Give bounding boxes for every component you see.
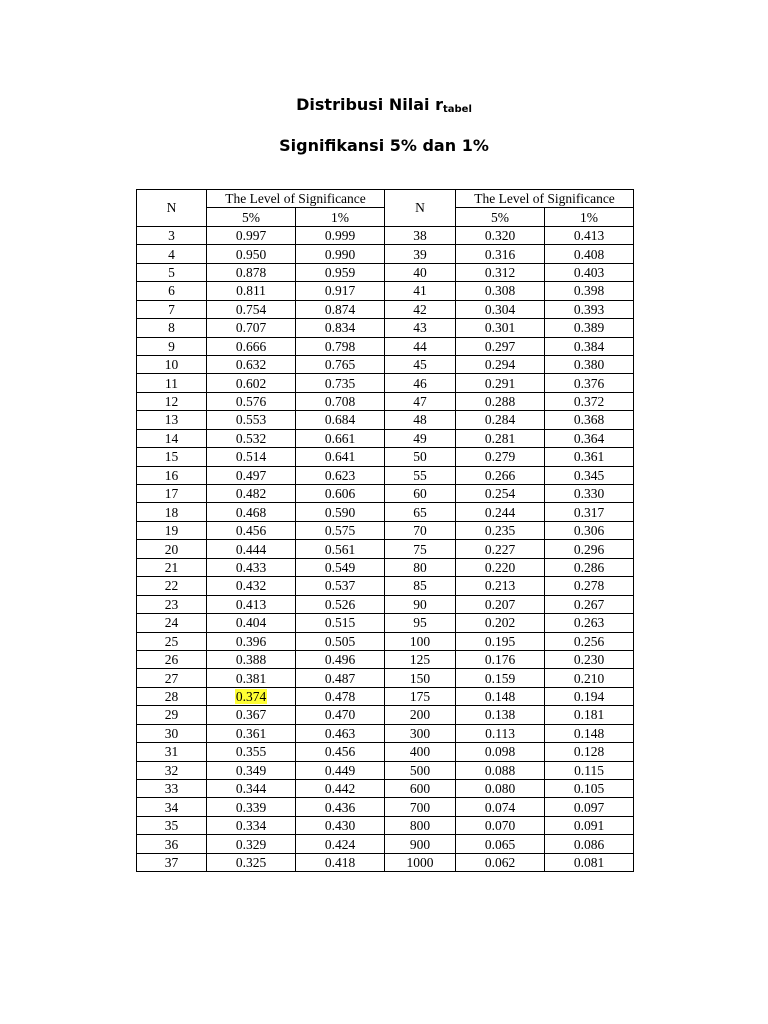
cell-1-left: 0.436 <box>296 798 385 816</box>
cell-5-left: 0.334 <box>207 816 296 834</box>
cell-1-left: 0.526 <box>296 595 385 613</box>
table-row <box>137 853 634 871</box>
cell-5-left: 0.950 <box>207 245 296 263</box>
cell-5-right: 0.291 <box>456 374 545 392</box>
table-row <box>137 245 634 263</box>
cell-1-left: 0.470 <box>296 706 385 724</box>
cell-5-right: 0.176 <box>456 650 545 668</box>
cell-5-right: 0.320 <box>456 226 545 244</box>
cell-1-right: 0.296 <box>545 540 634 558</box>
cell-1-right: 0.181 <box>545 706 634 724</box>
table-body <box>137 226 634 871</box>
r-table <box>136 189 634 872</box>
cell-n-right: 39 <box>385 245 456 263</box>
cell-n-left: 13 <box>137 411 207 429</box>
table-row <box>137 595 634 613</box>
cell-5-left: 0.388 <box>207 650 296 668</box>
cell-n-right: 41 <box>385 282 456 300</box>
cell-5-right: 0.244 <box>456 503 545 521</box>
cell-1-left: 0.418 <box>296 853 385 871</box>
cell-5-right: 0.220 <box>456 558 545 576</box>
cell-1-left: 0.424 <box>296 835 385 853</box>
header-1-left: 1% <box>296 208 385 226</box>
cell-5-right: 0.195 <box>456 632 545 650</box>
cell-5-left: 0.404 <box>207 614 296 632</box>
cell-5-left: 0.632 <box>207 355 296 373</box>
cell-n-left: 5 <box>137 263 207 281</box>
cell-5-right: 0.308 <box>456 282 545 300</box>
table-row <box>137 835 634 853</box>
table-row <box>137 540 634 558</box>
table-row <box>137 392 634 410</box>
cell-5-left: 0.482 <box>207 485 296 503</box>
cell-n-left: 24 <box>137 614 207 632</box>
cell-1-right: 0.317 <box>545 503 634 521</box>
cell-n-left: 35 <box>137 816 207 834</box>
cell-n-right: 900 <box>385 835 456 853</box>
cell-n-right: 800 <box>385 816 456 834</box>
cell-1-left: 0.575 <box>296 521 385 539</box>
cell-1-left: 0.765 <box>296 355 385 373</box>
cell-n-right: 150 <box>385 669 456 687</box>
cell-1-right: 0.278 <box>545 577 634 595</box>
header-n-left: N <box>137 190 207 227</box>
cell-n-left: 14 <box>137 429 207 447</box>
cell-5-left: 0.532 <box>207 429 296 447</box>
cell-1-right: 0.086 <box>545 835 634 853</box>
cell-n-right: 49 <box>385 429 456 447</box>
cell-1-left: 0.606 <box>296 485 385 503</box>
header-1-right: 1% <box>545 208 634 226</box>
page-subtitle: Signifikansi 5% dan 1% <box>279 136 489 155</box>
cell-n-right: 500 <box>385 761 456 779</box>
cell-1-left: 0.549 <box>296 558 385 576</box>
cell-5-left: 0.666 <box>207 337 296 355</box>
cell-1-right: 0.380 <box>545 355 634 373</box>
cell-1-left: 0.999 <box>296 226 385 244</box>
table-row <box>137 521 634 539</box>
cell-1-right: 0.148 <box>545 724 634 742</box>
table-row <box>137 706 634 724</box>
cell-5-left: 0.361 <box>207 724 296 742</box>
table-row <box>137 503 634 521</box>
cell-5-left: 0.325 <box>207 853 296 871</box>
page-title <box>0 94 768 121</box>
cell-5-left: 0.811 <box>207 282 296 300</box>
cell-5-right: 0.070 <box>456 816 545 834</box>
cell-n-right: 38 <box>385 226 456 244</box>
cell-1-right: 0.263 <box>545 614 634 632</box>
cell-1-left: 0.834 <box>296 319 385 337</box>
cell-1-right: 0.384 <box>545 337 634 355</box>
table-row <box>137 816 634 834</box>
cell-n-left: 28 <box>137 687 207 705</box>
cell-n-right: 40 <box>385 263 456 281</box>
cell-5-right: 0.316 <box>456 245 545 263</box>
table-row <box>137 355 634 373</box>
cell-n-left: 6 <box>137 282 207 300</box>
cell-5-right: 0.254 <box>456 485 545 503</box>
cell-1-left: 0.661 <box>296 429 385 447</box>
cell-n-right: 200 <box>385 706 456 724</box>
table-header <box>137 190 634 227</box>
cell-n-right: 80 <box>385 558 456 576</box>
cell-5-right: 0.301 <box>456 319 545 337</box>
cell-5-right: 0.227 <box>456 540 545 558</box>
cell-1-right: 0.115 <box>545 761 634 779</box>
cell-5-left: 0.444 <box>207 540 296 558</box>
cell-n-left: 27 <box>137 669 207 687</box>
cell-5-left: 0.329 <box>207 835 296 853</box>
table-row <box>137 687 634 705</box>
cell-n-left: 16 <box>137 466 207 484</box>
cell-n-left: 25 <box>137 632 207 650</box>
cell-1-right: 0.345 <box>545 466 634 484</box>
cell-5-left: 0.707 <box>207 319 296 337</box>
cell-5-left: 0.468 <box>207 503 296 521</box>
cell-1-left: 0.442 <box>296 780 385 798</box>
cell-1-left: 0.641 <box>296 448 385 466</box>
table-row <box>137 226 634 244</box>
cell-n-left: 4 <box>137 245 207 263</box>
table-row <box>137 761 634 779</box>
cell-n-right: 1000 <box>385 853 456 871</box>
cell-5-right: 0.284 <box>456 411 545 429</box>
table-row <box>137 374 634 392</box>
cell-1-right: 0.361 <box>545 448 634 466</box>
cell-5-right: 0.207 <box>456 595 545 613</box>
cell-5-right: 0.281 <box>456 429 545 447</box>
cell-5-left: 0.754 <box>207 300 296 318</box>
cell-1-left: 0.623 <box>296 466 385 484</box>
cell-5-right: 0.294 <box>456 355 545 373</box>
cell-n-right: 55 <box>385 466 456 484</box>
cell-n-left: 18 <box>137 503 207 521</box>
table-row <box>137 429 634 447</box>
cell-1-left: 0.735 <box>296 374 385 392</box>
cell-n-right: 42 <box>385 300 456 318</box>
cell-5-left: 0.878 <box>207 263 296 281</box>
cell-5-right: 0.235 <box>456 521 545 539</box>
table-row <box>137 632 634 650</box>
cell-n-right: 400 <box>385 743 456 761</box>
table-row <box>137 669 634 687</box>
cell-5-right: 0.297 <box>456 337 545 355</box>
title-subscript: tabel <box>442 104 472 115</box>
cell-1-left: 0.684 <box>296 411 385 429</box>
cell-1-right: 0.403 <box>545 263 634 281</box>
cell-5-left: 0.344 <box>207 780 296 798</box>
cell-n-right: 700 <box>385 798 456 816</box>
table-row <box>137 558 634 576</box>
cell-n-left: 15 <box>137 448 207 466</box>
cell-n-right: 85 <box>385 577 456 595</box>
cell-1-left: 0.515 <box>296 614 385 632</box>
cell-5-right: 0.080 <box>456 780 545 798</box>
cell-1-left: 0.487 <box>296 669 385 687</box>
cell-1-left: 0.917 <box>296 282 385 300</box>
cell-5-right: 0.202 <box>456 614 545 632</box>
table-row <box>137 411 634 429</box>
cell-5-left: 0.349 <box>207 761 296 779</box>
cell-1-right: 0.368 <box>545 411 634 429</box>
cell-5-left: 0.355 <box>207 743 296 761</box>
cell-5-right: 0.065 <box>456 835 545 853</box>
cell-n-left: 22 <box>137 577 207 595</box>
header-row-1 <box>137 190 634 208</box>
table-row <box>137 614 634 632</box>
cell-5-right: 0.312 <box>456 263 545 281</box>
cell-5-right: 0.088 <box>456 761 545 779</box>
cell-5-right: 0.148 <box>456 687 545 705</box>
cell-5-left: 0.396 <box>207 632 296 650</box>
cell-1-right: 0.398 <box>545 282 634 300</box>
cell-1-right: 0.128 <box>545 743 634 761</box>
cell-n-left: 34 <box>137 798 207 816</box>
highlighted-value: 0.374 <box>235 689 267 705</box>
cell-n-right: 70 <box>385 521 456 539</box>
cell-n-left: 33 <box>137 780 207 798</box>
cell-n-left: 3 <box>137 226 207 244</box>
cell-n-right: 46 <box>385 374 456 392</box>
cell-1-left: 0.561 <box>296 540 385 558</box>
cell-1-right: 0.105 <box>545 780 634 798</box>
cell-1-right: 0.267 <box>545 595 634 613</box>
cell-n-left: 9 <box>137 337 207 355</box>
cell-n-left: 7 <box>137 300 207 318</box>
cell-5-left: 0.381 <box>207 669 296 687</box>
cell-1-right: 0.372 <box>545 392 634 410</box>
cell-n-right: 47 <box>385 392 456 410</box>
cell-n-left: 31 <box>137 743 207 761</box>
cell-5-left: 0.602 <box>207 374 296 392</box>
cell-n-right: 100 <box>385 632 456 650</box>
table-row <box>137 263 634 281</box>
cell-1-left: 0.478 <box>296 687 385 705</box>
table-row <box>137 448 634 466</box>
cell-n-left: 26 <box>137 650 207 668</box>
table-row <box>137 282 634 300</box>
cell-5-left <box>207 687 296 705</box>
table-row <box>137 743 634 761</box>
header-level-right: The Level of Significance <box>456 190 634 208</box>
cell-n-right: 300 <box>385 724 456 742</box>
table-row <box>137 724 634 742</box>
cell-1-right: 0.306 <box>545 521 634 539</box>
cell-5-left: 0.367 <box>207 706 296 724</box>
cell-1-right: 0.256 <box>545 632 634 650</box>
cell-1-right: 0.194 <box>545 687 634 705</box>
cell-n-right: 125 <box>385 650 456 668</box>
table-row <box>137 337 634 355</box>
cell-n-left: 11 <box>137 374 207 392</box>
cell-5-left: 0.339 <box>207 798 296 816</box>
cell-5-left: 0.576 <box>207 392 296 410</box>
cell-1-right: 0.408 <box>545 245 634 263</box>
cell-5-left: 0.497 <box>207 466 296 484</box>
cell-5-left: 0.514 <box>207 448 296 466</box>
cell-1-left: 0.959 <box>296 263 385 281</box>
cell-n-left: 12 <box>137 392 207 410</box>
cell-1-right: 0.091 <box>545 816 634 834</box>
cell-n-left: 20 <box>137 540 207 558</box>
cell-1-left: 0.449 <box>296 761 385 779</box>
cell-5-right: 0.113 <box>456 724 545 742</box>
cell-1-right: 0.097 <box>545 798 634 816</box>
header-level-left: The Level of Significance <box>207 190 385 208</box>
cell-n-left: 36 <box>137 835 207 853</box>
table-row <box>137 319 634 337</box>
cell-n-right: 175 <box>385 687 456 705</box>
cell-5-right: 0.304 <box>456 300 545 318</box>
cell-1-left: 0.798 <box>296 337 385 355</box>
cell-1-left: 0.537 <box>296 577 385 595</box>
cell-5-right: 0.074 <box>456 798 545 816</box>
table-row <box>137 485 634 503</box>
cell-1-left: 0.505 <box>296 632 385 650</box>
cell-n-left: 17 <box>137 485 207 503</box>
cell-1-right: 0.393 <box>545 300 634 318</box>
cell-n-left: 10 <box>137 355 207 373</box>
cell-n-right: 45 <box>385 355 456 373</box>
cell-n-left: 29 <box>137 706 207 724</box>
cell-1-left: 0.708 <box>296 392 385 410</box>
cell-5-right: 0.213 <box>456 577 545 595</box>
cell-5-right: 0.279 <box>456 448 545 466</box>
cell-1-left: 0.496 <box>296 650 385 668</box>
table-row <box>137 577 634 595</box>
cell-n-right: 600 <box>385 780 456 798</box>
cell-5-left: 0.433 <box>207 558 296 576</box>
cell-1-left: 0.430 <box>296 816 385 834</box>
table-row <box>137 798 634 816</box>
cell-1-left: 0.463 <box>296 724 385 742</box>
cell-1-right: 0.286 <box>545 558 634 576</box>
cell-1-left: 0.874 <box>296 300 385 318</box>
cell-n-left: 37 <box>137 853 207 871</box>
table-row <box>137 466 634 484</box>
cell-1-right: 0.330 <box>545 485 634 503</box>
header-n-right: N <box>385 190 456 227</box>
cell-5-left: 0.553 <box>207 411 296 429</box>
cell-5-left: 0.413 <box>207 595 296 613</box>
cell-5-right: 0.266 <box>456 466 545 484</box>
cell-1-right: 0.081 <box>545 853 634 871</box>
cell-n-right: 65 <box>385 503 456 521</box>
cell-n-left: 23 <box>137 595 207 613</box>
cell-5-left: 0.456 <box>207 521 296 539</box>
cell-5-left: 0.997 <box>207 226 296 244</box>
header-5-left: 5% <box>207 208 296 226</box>
cell-5-right: 0.159 <box>456 669 545 687</box>
cell-1-right: 0.364 <box>545 429 634 447</box>
cell-5-right: 0.288 <box>456 392 545 410</box>
cell-n-left: 30 <box>137 724 207 742</box>
title-block <box>0 94 768 157</box>
cell-5-right: 0.098 <box>456 743 545 761</box>
cell-1-left: 0.990 <box>296 245 385 263</box>
cell-1-right: 0.210 <box>545 669 634 687</box>
cell-n-right: 48 <box>385 411 456 429</box>
cell-1-right: 0.230 <box>545 650 634 668</box>
header-5-right: 5% <box>456 208 545 226</box>
cell-n-right: 90 <box>385 595 456 613</box>
table-row <box>137 650 634 668</box>
cell-n-right: 75 <box>385 540 456 558</box>
cell-n-right: 50 <box>385 448 456 466</box>
cell-5-right: 0.138 <box>456 706 545 724</box>
cell-1-right: 0.413 <box>545 226 634 244</box>
cell-5-right: 0.062 <box>456 853 545 871</box>
cell-n-right: 95 <box>385 614 456 632</box>
title-main: Distribusi Nilai r <box>296 95 443 114</box>
cell-n-left: 32 <box>137 761 207 779</box>
cell-1-right: 0.389 <box>545 319 634 337</box>
cell-n-left: 8 <box>137 319 207 337</box>
cell-n-right: 43 <box>385 319 456 337</box>
cell-n-right: 60 <box>385 485 456 503</box>
cell-1-left: 0.456 <box>296 743 385 761</box>
cell-n-left: 21 <box>137 558 207 576</box>
cell-1-left: 0.590 <box>296 503 385 521</box>
cell-n-right: 44 <box>385 337 456 355</box>
cell-5-left: 0.432 <box>207 577 296 595</box>
cell-n-left: 19 <box>137 521 207 539</box>
cell-1-right: 0.376 <box>545 374 634 392</box>
table-row <box>137 780 634 798</box>
table-row <box>137 300 634 318</box>
